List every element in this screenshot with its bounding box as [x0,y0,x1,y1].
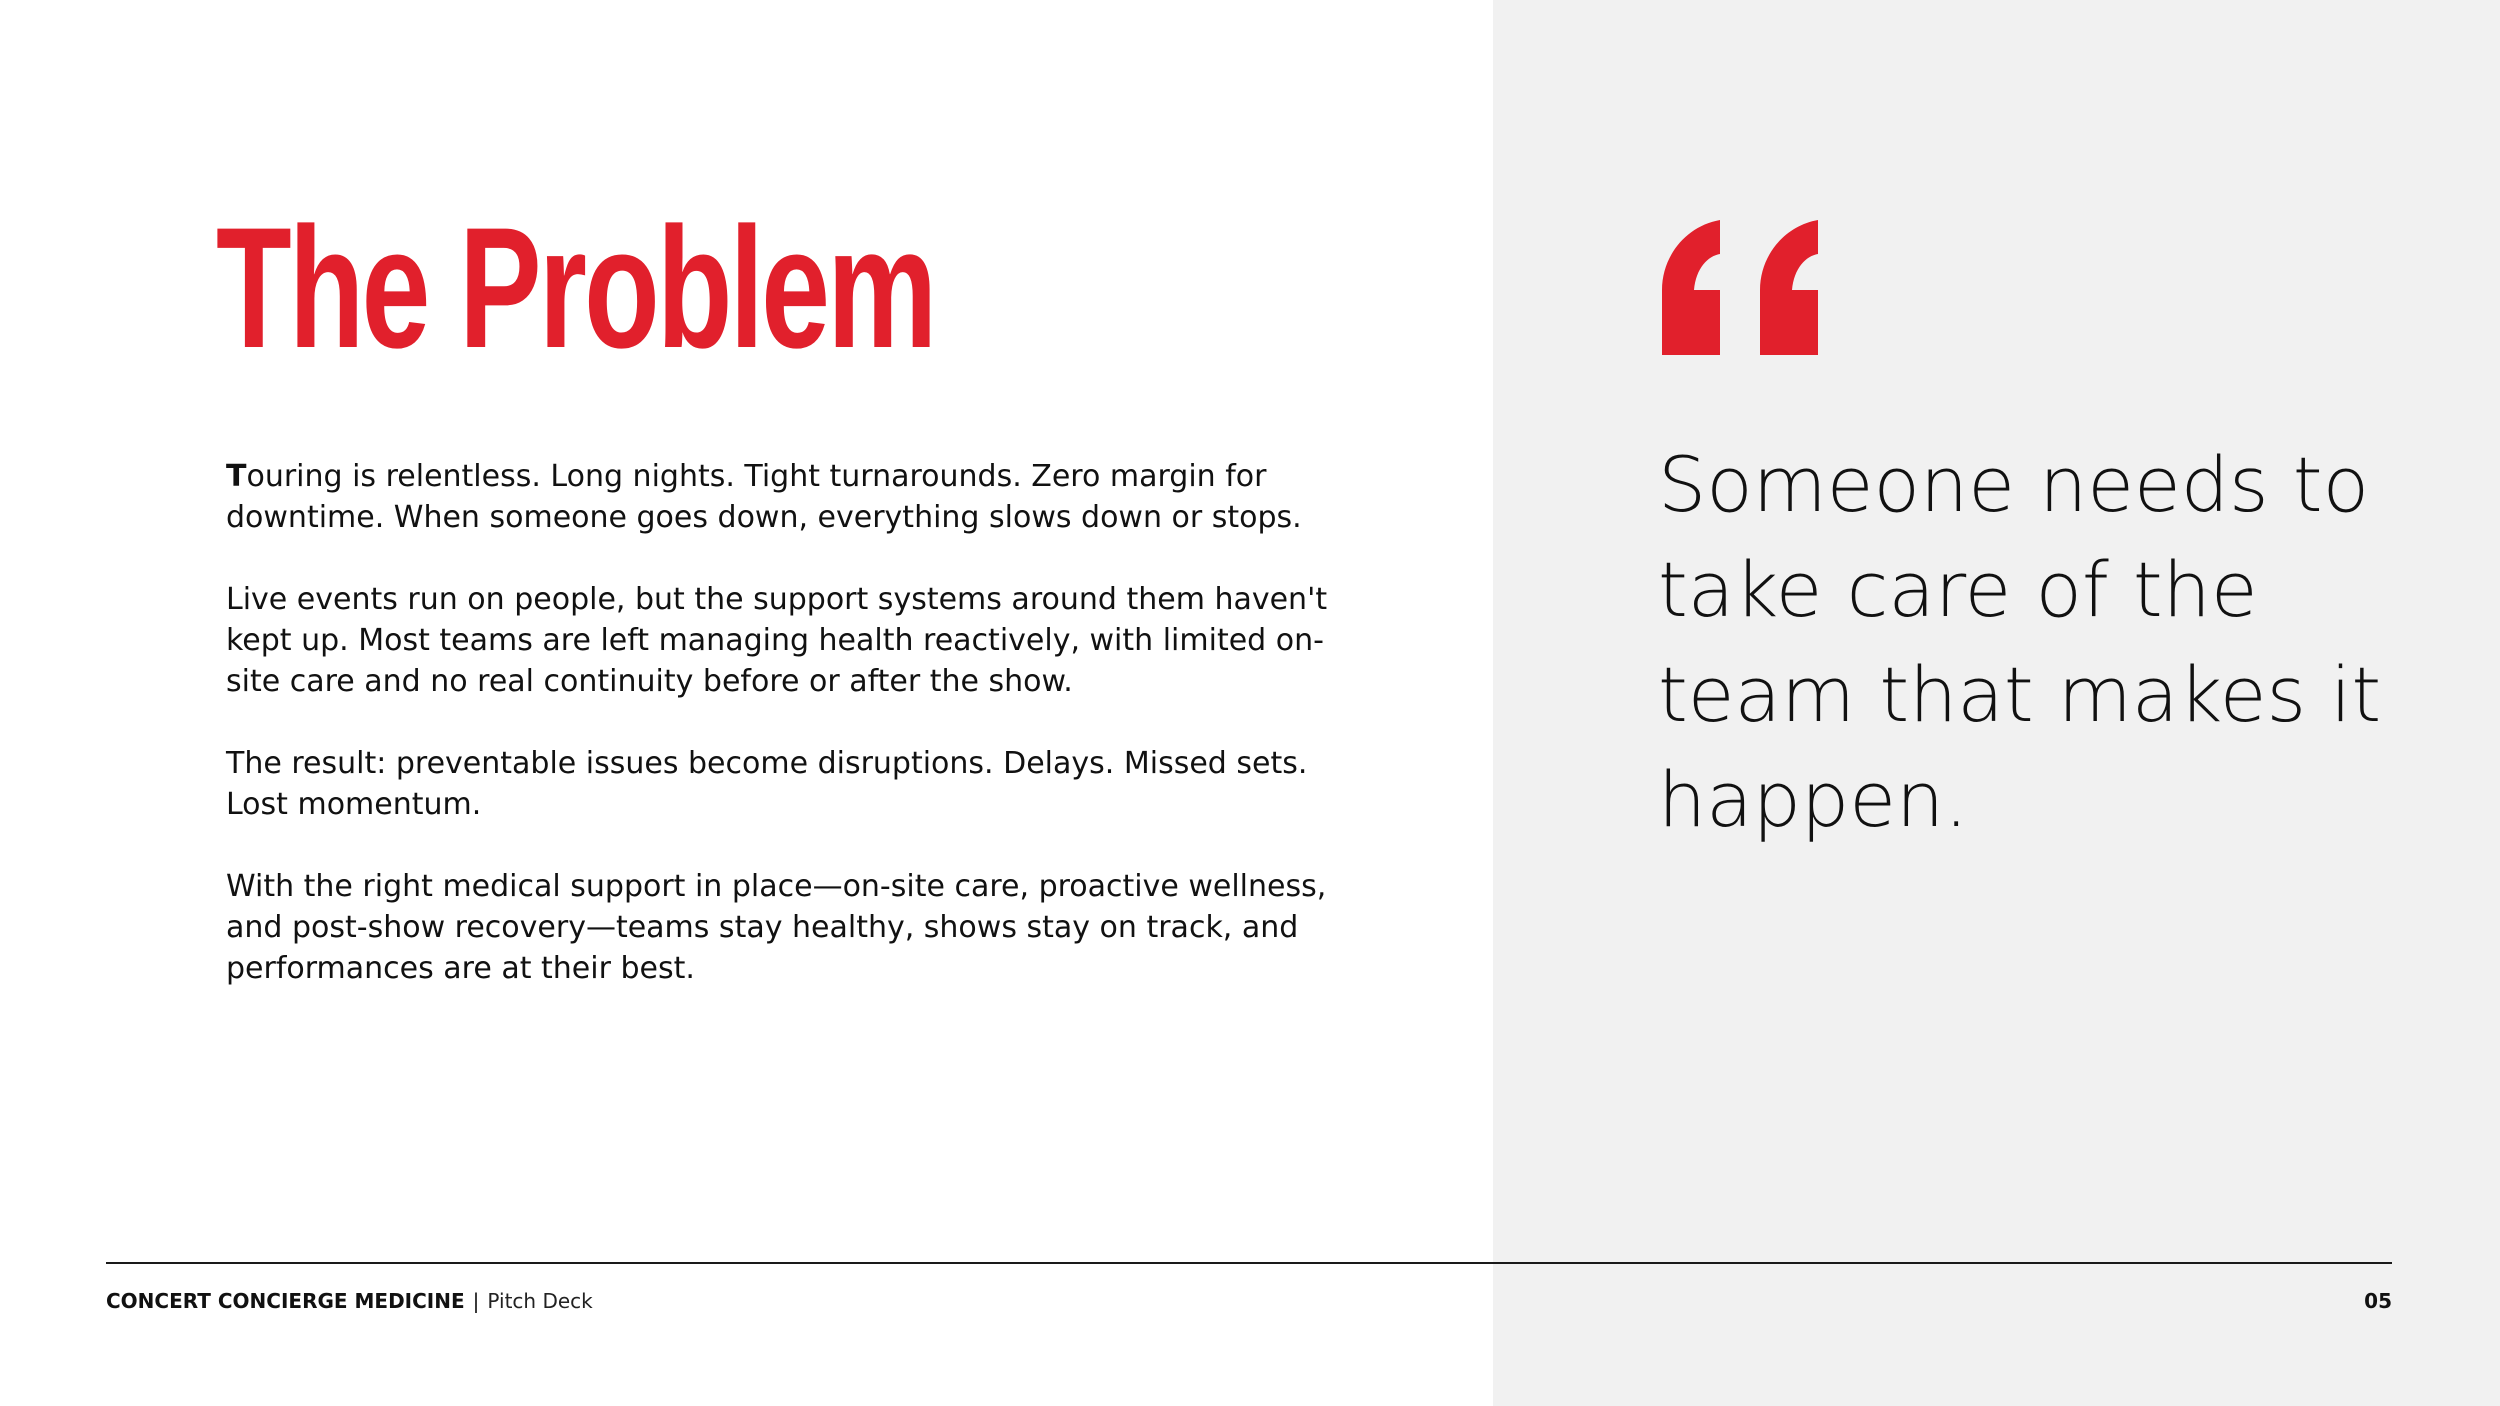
paragraph-2 [226,579,1366,702]
footer-brand: CONCERT CONCIERGE MEDICINE [106,1289,465,1313]
paragraph-3 [226,743,1366,825]
paragraph-1 [226,456,1366,538]
paragraph-3-text: The result: preventable issues become disruptions. Delays. Missed sets. Lost momentum. [226,746,1308,822]
paragraph-2-text: Live events run on people, but the support systems around them haven't kept up. Most teams are left managing health reactively, with limited on-site care and no real continuity before or after the show. [226,582,1328,699]
footer-separator: | [472,1289,480,1313]
page-number: 05 [2364,1289,2392,1313]
paragraph-4-text: With the right medical support in place—on-site care, proactive wellness, and post-show recovery—teams stay healthy, shows stay on track, and performances are at their best. [226,869,1327,986]
paragraph-1-lead: T [226,459,247,494]
quote-mark-icon [1658,220,1823,360]
footer-divider [106,1262,2392,1264]
paragraph-1-text: ouring is relentless. Long nights. Tight turnarounds. Zero margin for downtime. When someone goes down, everything slows down or stops. [226,459,1302,535]
paragraph-4 [226,866,1366,989]
footer-label [106,1288,593,1314]
footer-subtitle: Pitch Deck [487,1289,593,1313]
pull-quote: Someone needs to take care of the team that makes it happen. [1658,440,2382,844]
body-text [226,456,1366,1030]
slide-title: The Problem [216,192,935,384]
